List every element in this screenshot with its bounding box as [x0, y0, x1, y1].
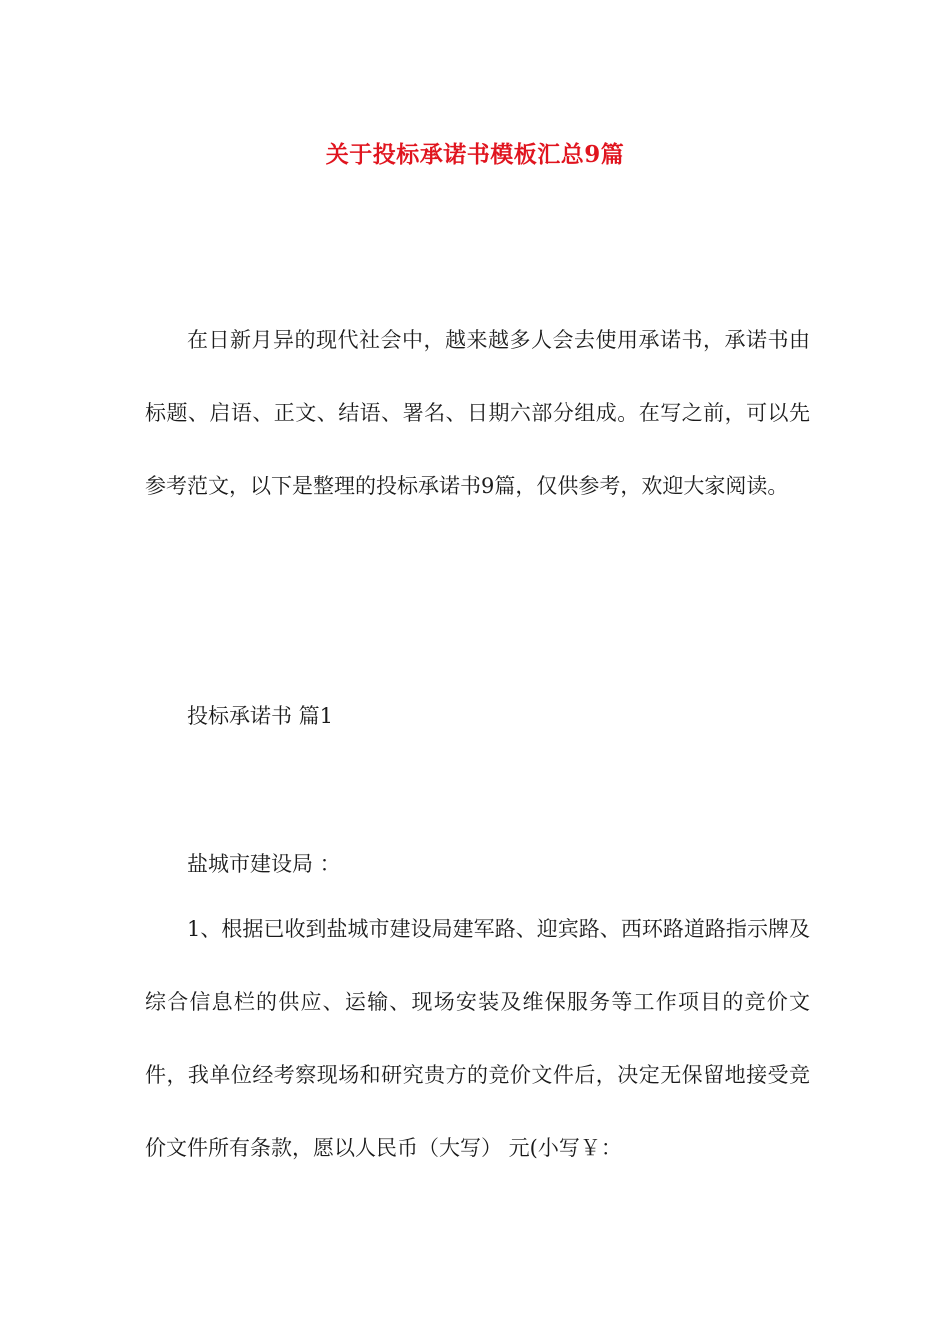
intro-paragraph: 在日新月异的现代社会中，越来越多人会去使用承诺书，承诺书由标题、启语、正文、结语、署名、日期六部分组成。在写之前，可以先参考范文，以下是整理的投标承诺书9篇，仅供参考，欢迎大家阅读。	[145, 328, 810, 498]
section-heading: 投标承诺书 篇1	[187, 704, 334, 728]
document-title: 关于投标承诺书模板汇总9篇	[325, 141, 625, 168]
clause-paragraph: 1、根据已收到盐城市建设局建军路、迎宾路、西环路道路指示牌及综合信息栏的供应、运输、现场安装及维保服务等工作项目的竞价文件，我单位经考察现场和研究贵方的竞价文件后，决定无保留地接受竞价文件所有条款，愿以人民币（大写） 元(小写￥：	[145, 917, 810, 1160]
addressee-line: 盐城市建设局 ：	[187, 852, 341, 876]
